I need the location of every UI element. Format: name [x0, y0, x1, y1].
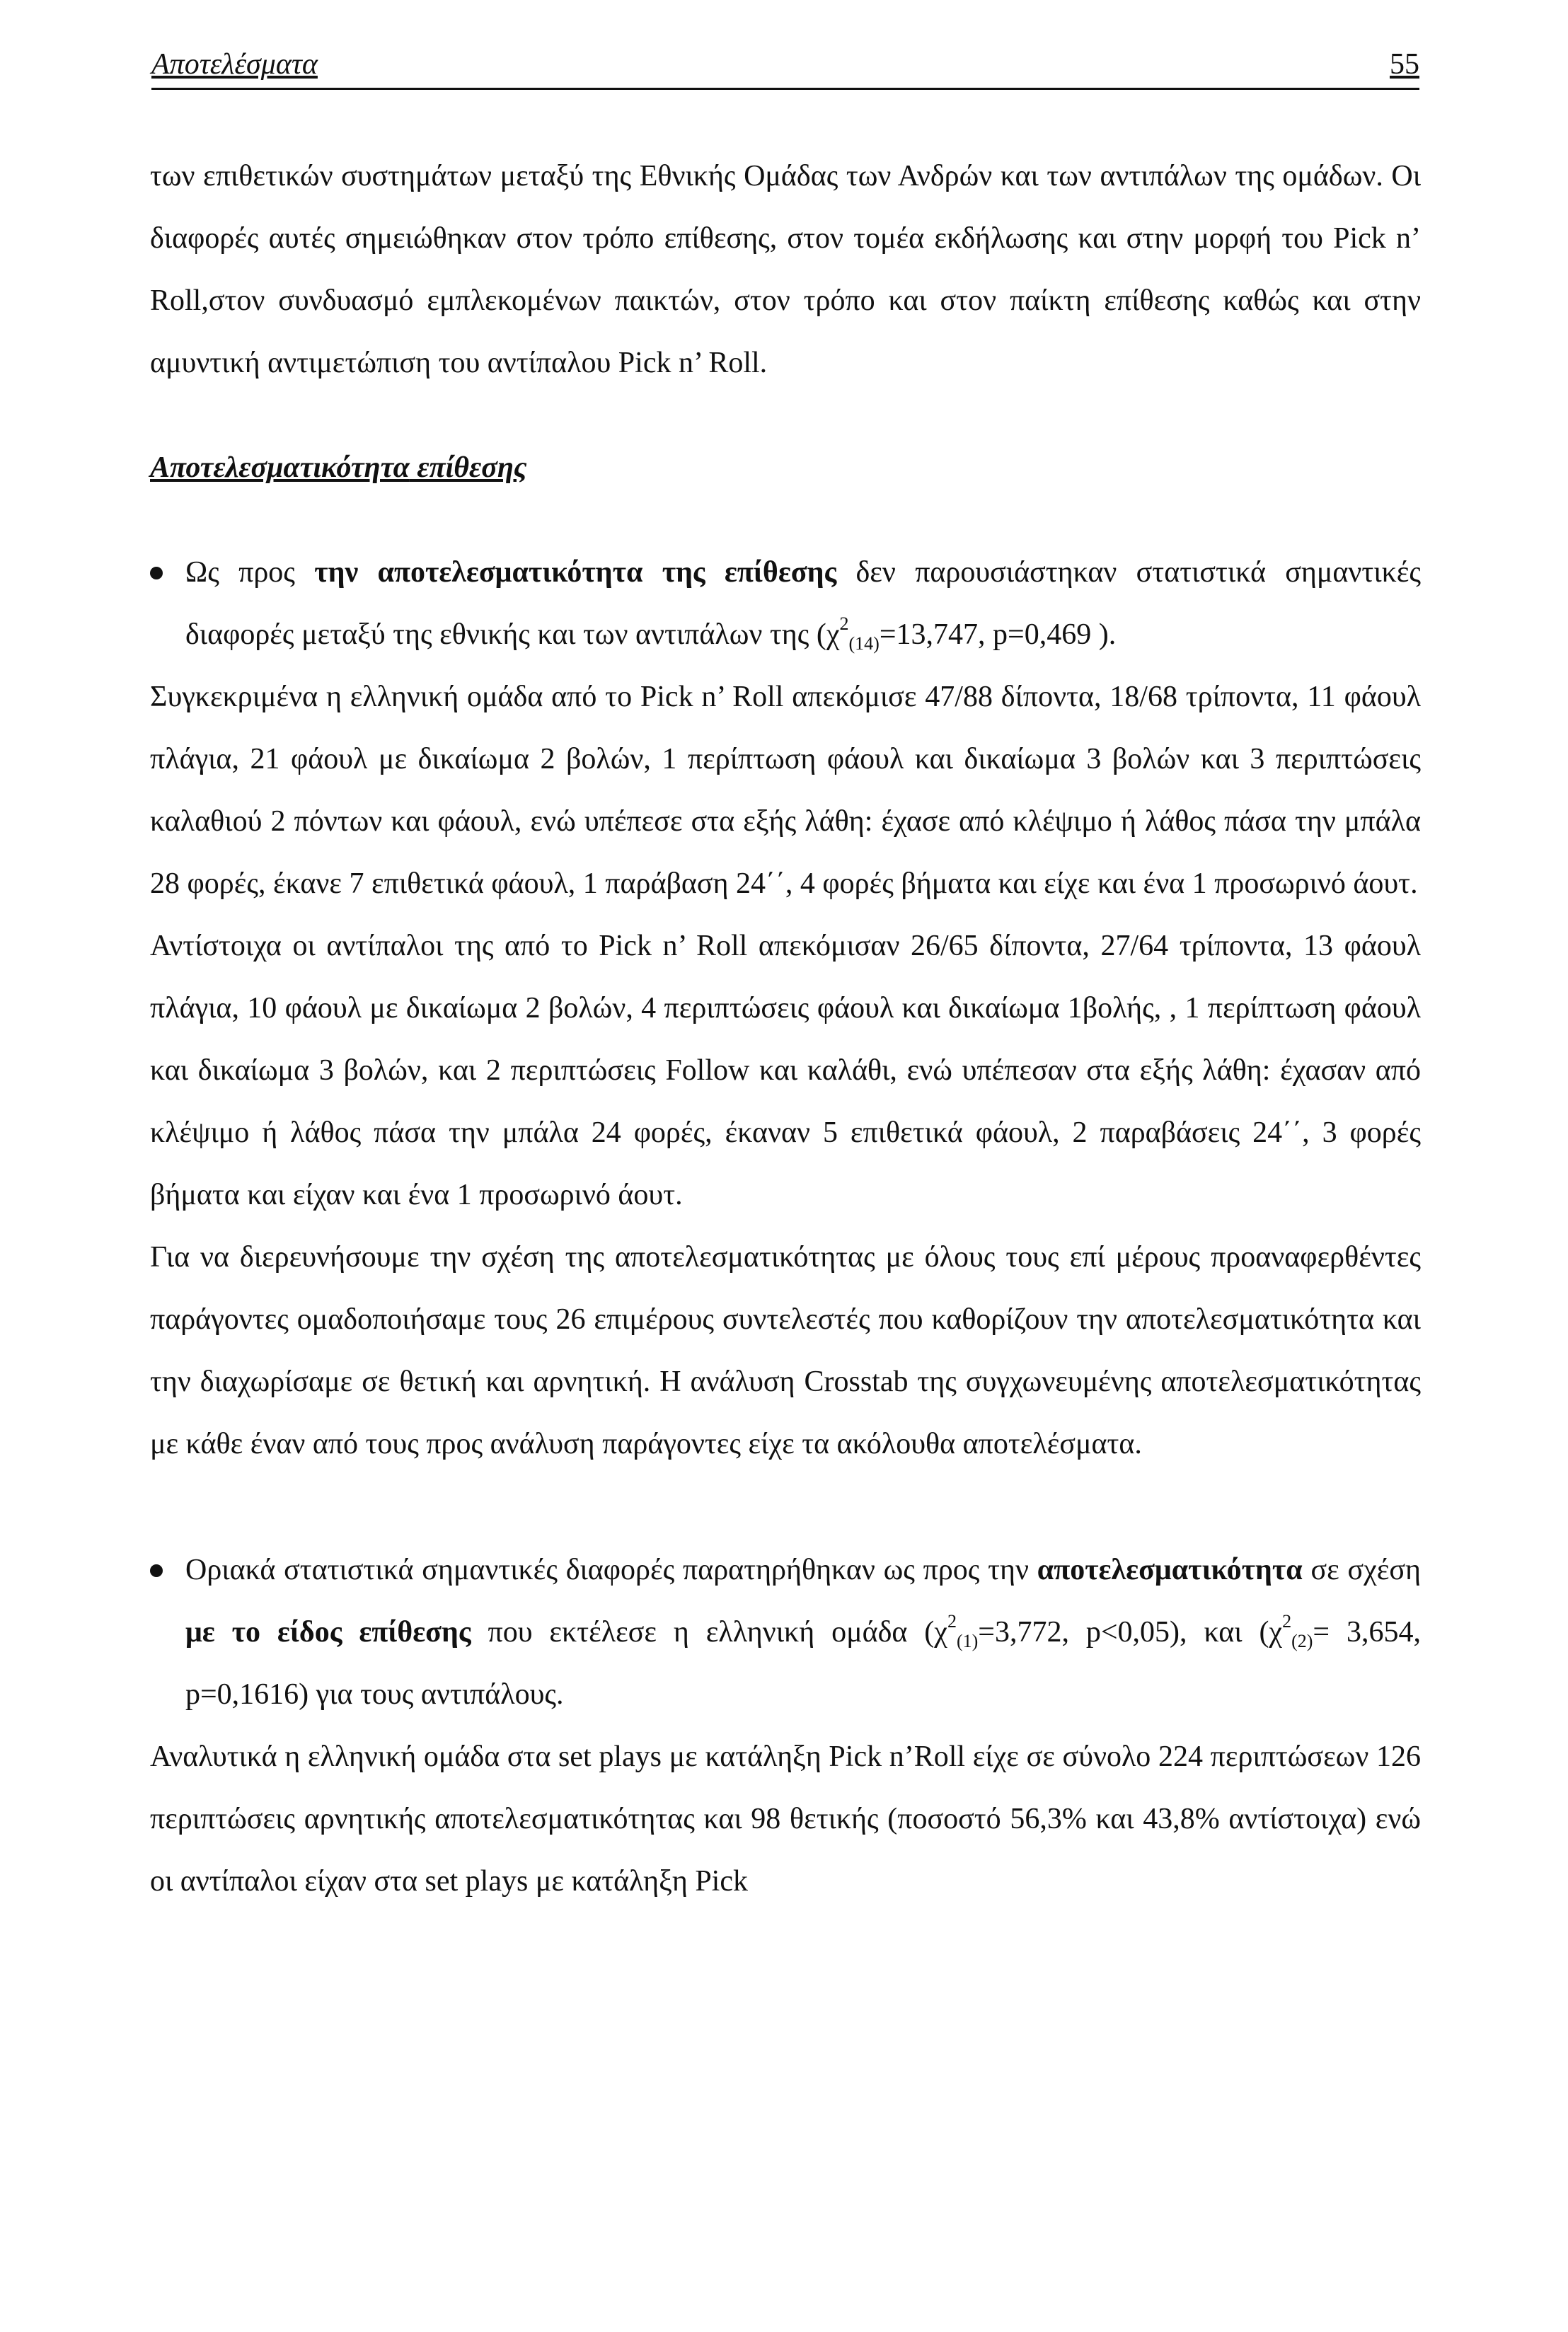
intro-paragraph: των επιθετικών συστημάτων μεταξύ της Εθνικής Ομάδας των Ανδρών και των αντιπάλων της ομάδων. Οι διαφορές αυτές σημειώθηκαν στον τρόπο επίθεσης, στον τομέα εκδήλωσης και στην μορφή του Pick n’ Roll,στον συνδυασμό εμπλεκομένων παικτών, στον τρόπο και στον παίκτη επίθεσης καθώς και στην αμυντική αντιμετώπιση του αντίπαλου Pick n’ Roll. — [150, 160, 1421, 379]
bullet-dot-icon — [150, 567, 163, 579]
bullet1-text-2: δεν παρουσιάστηκαν στατιστικά σημαντικές διαφορές μεταξύ της εθνικής και των αντιπάλων της (χ — [185, 556, 1422, 651]
bullet-offensive-efficiency — [150, 541, 1421, 666]
bullet-dot-icon — [150, 1564, 163, 1577]
spacer — [150, 1475, 1421, 1539]
crosstab-paragraph: Για να διερευνήσουμε την σχέση της αποτελεσματικότητας με όλους τους επί μέρους προαναφερθέντες παράγοντες ομαδοποιήσαμε τους 26 επιμέρους συντελεστές που καθορίζουν την αποτελεσματικότητα και την διαχωρίσαμε σε θετική και αρνητική. Η ανάλυση Crosstab της συγχωνευμένης αποτελεσματικότητας με κάθε έναν από τους προς ανάλυση παράγοντες είχε τα ακόλουθα αποτελέσματα. — [150, 1241, 1421, 1460]
greek-team-paragraph: Συγκεκριμένα η ελληνική ομάδα από το Pick n’ Roll απεκόμισε 47/88 δίποντα, 18/68 τρίποντα, 11 φάουλ πλάγια, 21 φάουλ με δικαίωμα 2 βολών, 1 περίπτωση φάουλ και δικαίωμα 3 βολών και 3 περιπτώσεις καλαθιού 2 πόντων και φάουλ, ενώ υπέπεσε στα εξής λάθη: έχασε από κλέψιμο ή λάθος πάσα την μπάλα 28 φορές, έκανε 7 επιθετικά φάουλ, 1 παράβαση 24΄΄, 4 φορές βήματα και είχε και ένα 1 προσωρινό άουτ. — [150, 681, 1421, 900]
bullet2-bold-1: αποτελεσματικότητα — [1037, 1554, 1303, 1586]
bullet1-subscript: (14) — [848, 633, 880, 654]
section-heading-part-a: Αποτελεσματικότητα — [150, 451, 410, 484]
opponents-paragraph: Αντίστοιχα οι αντίπαλοι της από το Pick n’ Roll απεκόμισαν 26/65 δίποντα, 27/64 τρίποντα, 13 φάουλ πλάγια, 10 φάουλ με δικαίωμα 2 βολών, 4 περιπτώσεις φάουλ και δικαίωμα 1βολής, , 1 περίπτωση φάουλ και δικαίωμα 3 βολών, και 2 περιπτώσεις Follow και καλάθι, ενώ υπέπεσαν στα εξής λάθη: έχασαν από κλέψιμο ή λάθος πάσα την μπάλα 24 φορές, έκαναν 5 επιθετικά φάουλ, 2 παραβάσεις 24΄΄, 3 φορές βήματα και είχαν και ένα 1 προσωρινό άουτ. — [150, 930, 1421, 1211]
bullet1-superscript: 2 — [839, 613, 849, 634]
bullet1-text-1: Ως προς — [185, 556, 315, 589]
bullet2-text-4: =3,772, p<0,05), και (χ — [978, 1616, 1283, 1649]
bullet2-text-5: = 3,654, p=0,1616) για τους αντιπάλους. — [185, 1616, 1422, 1711]
chapter-title: Αποτελέσματα — [151, 48, 318, 81]
bullet2-text-1: Οριακά στατιστικά σημαντικές διαφορές παρατηρήθηκαν ως προς την — [185, 1554, 1037, 1586]
page-body — [150, 145, 1421, 1912]
bullet1-text-3: =13,747, p=0,469 ). — [879, 618, 1117, 651]
bullet2-subscript-1: (1) — [956, 1631, 979, 1651]
page-number: 55 — [1390, 48, 1419, 81]
bullet-attack-type — [150, 1539, 1421, 1726]
section-heading — [150, 437, 1421, 499]
set-plays-paragraph: Αναλυτικά η ελληνική ομάδα στα set plays με κατάληξη Pick n’Roll είχε σε σύνολο 224 περιπτώσεων 126 περιπτώσεις αρνητικής αποτελεσματικότητας και 98 θετικής (ποσοστό 56,3% και 43,8% αντίστοιχα) ενώ οι αντίπαλοι είχαν στα set plays με κατάληξη Pick — [150, 1741, 1421, 1898]
bullet1-bold-1: την αποτελεσματικότητα της επίθεσης — [314, 556, 837, 589]
bullet2-text-2: σε σχέση — [1302, 1554, 1421, 1586]
section-heading-part-b: επίθεσης — [409, 451, 527, 484]
bullet2-text-3: που εκτέλεσε η ελληνική ομάδα (χ — [471, 1616, 947, 1649]
bullet2-superscript-1: 2 — [947, 1611, 957, 1632]
running-header — [151, 45, 1419, 90]
bullet2-bold-2: με το είδος επίθεσης — [185, 1616, 471, 1649]
bullet2-superscript-2: 2 — [1282, 1611, 1292, 1632]
bullet2-subscript-2: (2) — [1291, 1631, 1313, 1651]
